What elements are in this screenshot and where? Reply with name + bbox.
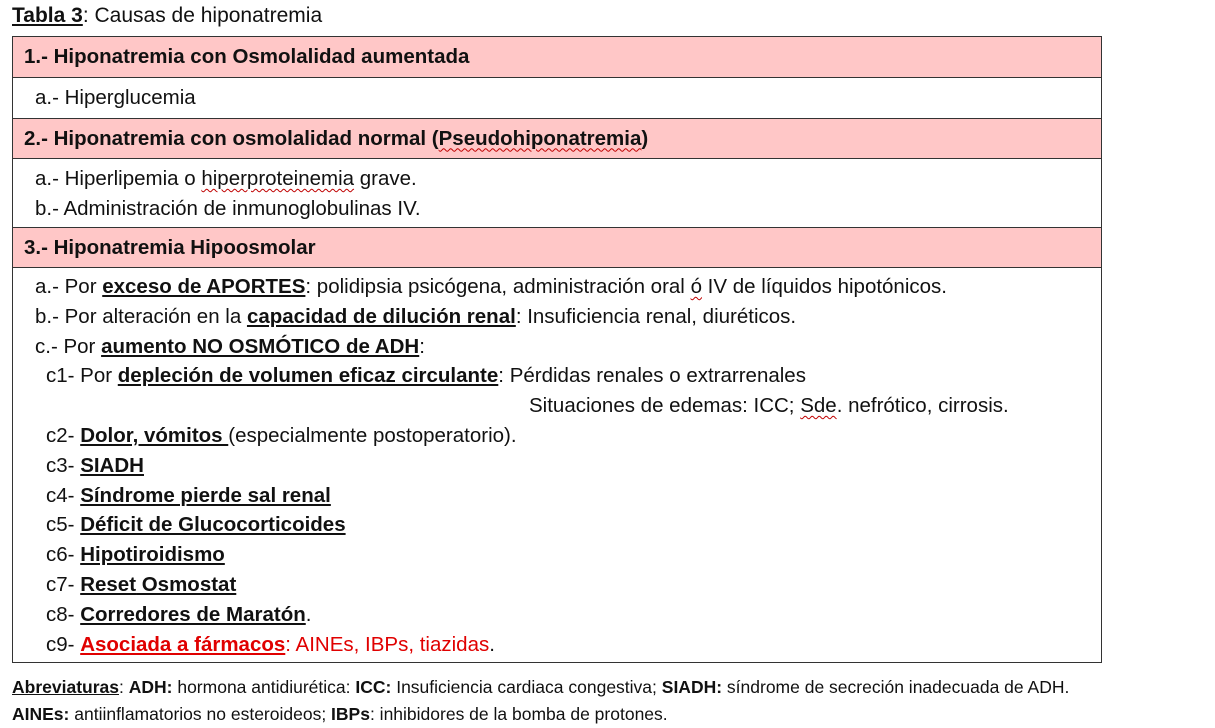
item-c3: c3- SIADH xyxy=(46,453,144,477)
item-2b: b.- Administración de inmunoglobulinas IV. xyxy=(35,196,421,220)
item-3c: c.- Por aumento NO OSMÓTICO de ADH: xyxy=(35,334,425,358)
caption-separator: : xyxy=(82,4,89,27)
section-2-body xyxy=(13,159,1101,228)
footnote-line-1: Abreviaturas: ADH: hormona antidiurética: ICC: Insuficiencia cardiaca congestiva; SIADH: síndrome de secreción inadecuada de ADH. xyxy=(12,677,1070,697)
item-3b: b.- Por alteración en la capacidad de dilución renal: Insuficiencia renal, diuréticos. xyxy=(35,304,797,328)
item-c2: c2- Dolor, vómitos (especialmente postoperatorio). xyxy=(46,423,517,447)
item-c8: c8- Corredores de Maratón. xyxy=(46,602,312,626)
section-3-title: 3.- Hiponatremia Hipoosmolar xyxy=(24,235,316,259)
section-1-title: 1.- Hiponatremia con Osmolalidad aumentada xyxy=(24,45,470,68)
section-1-body xyxy=(13,78,1101,119)
item-c5: c5- Déficit de Glucocorticoides xyxy=(46,513,346,537)
table-number: Tabla 3 xyxy=(12,4,83,27)
section-2-title: 2.- Hiponatremia con osmolalidad normal (Pseudohiponatremia) xyxy=(24,126,649,150)
section-1-header xyxy=(13,37,1101,78)
section-3-body xyxy=(13,268,1101,662)
causes-table xyxy=(12,36,1102,663)
item-3a: a.- Por exceso de APORTES: polidipsia psicógena, administración oral ó IV de líquidos hipotónicos. xyxy=(35,275,947,298)
section-2-header xyxy=(13,119,1101,159)
item-c9: c9- Asociada a fármacos: AINEs, IBPs, tiazidas. xyxy=(46,632,495,656)
item-1a: a.- Hiperglucemia xyxy=(35,86,196,109)
item-c1: c1- Por depleción de volumen eficaz circulante: Pérdidas renales o extrarrenales xyxy=(46,364,806,388)
caption-title: Causas de hiponatremia xyxy=(88,4,323,27)
item-c7: c7- Reset Osmostat xyxy=(46,572,237,596)
item-c6: c6- Hipotiroidismo xyxy=(46,543,225,567)
item-c4: c4- Síndrome pierde sal renal xyxy=(46,483,331,507)
abbreviations-label: Abreviaturas xyxy=(12,677,119,697)
item-c1-continuation: Situaciones de edemas: ICC; Sde. nefrótico, cirrosis. xyxy=(529,394,1009,418)
table-caption xyxy=(12,3,322,29)
item-2a: a.- Hiperlipemia o hiperproteinemia grave. xyxy=(35,167,417,190)
abbreviations-footnote xyxy=(12,674,1069,728)
footnote-line-2: AINEs: antiinflamatorios no esteroideos; IBPs: inhibidores de la bomba de protones. xyxy=(12,704,668,724)
section-3-header xyxy=(13,228,1101,268)
